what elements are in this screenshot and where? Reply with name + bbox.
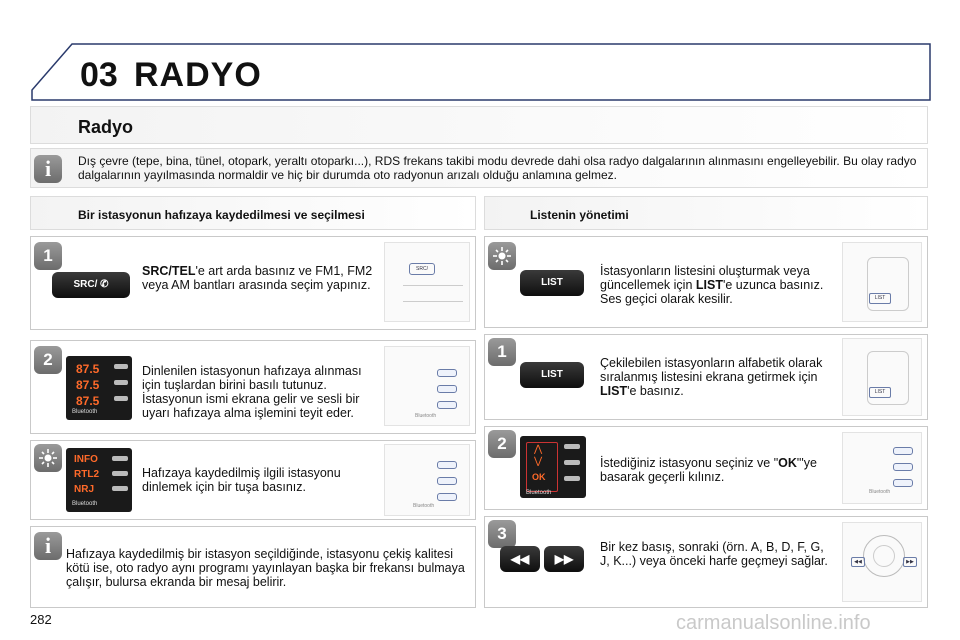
station-name: NRJ (74, 484, 95, 495)
preset-buttons-thumbnail (384, 346, 470, 426)
right-step-4-text: Bir kez basış, sonraki (örn. A, B, D, F, G, J, K...) veya önceki harfe geçmeyi sağlar. (600, 540, 828, 568)
bluetooth-label: Bluetooth (72, 409, 98, 415)
step-badge: 1 (488, 338, 516, 366)
station-screen (66, 448, 132, 512)
right-step-3-text: İstediğiniz istasyonu seçiniz ve "OK"'ye basarak geçerli kılınız. (600, 456, 817, 484)
right-step-2-text: Çekilebilen istasyonların alfabetik olarak sıralanmış listesini ekrana getirmek için LIST'e basınız. (600, 356, 823, 398)
step-badge: 2 (488, 430, 516, 458)
list-button-image: LIST (520, 362, 584, 388)
section-title-bar (30, 106, 928, 144)
left-note-text: Hafızaya kaydedilmiş bir istasyon seçildiğinde, istasyonu çekiş kalitesi kötü ise, oto radyo aynı programı yayınlayan başka bir frekansı bulmaya çalışır, bulursa ekranda bir mesaj belirir. (66, 547, 465, 589)
preset-frequency: 87.5 (76, 362, 100, 376)
sun-icon (34, 444, 62, 472)
step-badge: 1 (34, 242, 62, 270)
src-tel-button-image: SRC/ ✆ (52, 272, 130, 298)
chevron-down-icon: ⋁ (534, 456, 543, 467)
chevron-up-icon: ⋀ (534, 444, 543, 455)
right-step-1-text: İstasyonların listesini oluşturmak veya güncellemek için LIST'e uzunca basınız. Ses geçici olarak kesilir. (600, 264, 824, 306)
fast-forward-button-image: ▶▶ (544, 546, 584, 572)
chapter-title: RADYO (134, 56, 262, 94)
bluetooth-label: Bluetooth (415, 413, 437, 419)
list-thumb: LIST (869, 387, 891, 398)
preset-buttons-thumbnail (384, 444, 470, 516)
station-name: RTL2 (74, 469, 99, 480)
ok-label: OK (532, 472, 546, 482)
left-step-1-text: SRC/TEL'e art arda basınız ve FM1, FM2 veya AM bantları arasında seçim yapınız. (142, 264, 373, 292)
list-button-image: LIST (520, 270, 584, 296)
list-screen (520, 436, 586, 498)
bluetooth-label: Bluetooth (526, 490, 552, 496)
page-number: 282 (30, 612, 52, 627)
bluetooth-label: Bluetooth (869, 489, 891, 495)
rewind-thumb: ◀◀ (851, 557, 865, 567)
list-panel-thumbnail (842, 338, 922, 416)
info-icon: i (34, 155, 62, 183)
section-title: Radyo (78, 117, 134, 137)
fast-forward-thumb: ▶▶ (903, 557, 917, 567)
sun-icon (488, 242, 516, 270)
left-step-2-text: Dinlenilen istasyonun hafızaya alınması için tuşlardan birini basılı tutunuz. İstasyonun ismi ekrana gelir ve sesli bir uyarı hafızaya alma işlemini teyit eder. (142, 364, 362, 420)
radio-panel-thumbnail (384, 242, 470, 322)
left-step-3-text: Hafızaya kaydedilmiş ilgili istasyonu dinlemek için bir tuşa basınız. (142, 466, 341, 494)
bluetooth-label: Bluetooth (72, 501, 98, 507)
preset-buttons-thumbnail (842, 432, 922, 504)
src-tel-thumb: SRC/ (409, 263, 435, 275)
station-name: INFO (74, 454, 98, 465)
right-heading: Listenin yönetimi (530, 208, 629, 222)
knob-panel-thumbnail (842, 522, 922, 602)
preset-frequency: 87.5 (76, 378, 100, 392)
src-label: SRC/ (73, 279, 98, 290)
rewind-button-image: ◀◀ (500, 546, 540, 572)
chapter-number: 03 (80, 56, 118, 94)
step-badge: 2 (34, 346, 62, 374)
watermark: carmanualsonline.info (676, 612, 871, 634)
list-thumb: LIST (869, 293, 891, 304)
bluetooth-label: Bluetooth (413, 503, 435, 509)
intro-text: Dış çevre (tepe, bina, tünel, otopark, yeraltı otoparkı...), RDS frekans takibi modu devrede dahi olsa radyo dalgalarının alınmasını engelleyebilir. Bu olay radyo dalgalarının yayılmasında normaldir ve hiç bir durumda oto radyonun arızalı olduğu anlamına gelmez. (78, 154, 917, 182)
left-heading: Bir istasyonun hafızaya kaydedilmesi ve seçilmesi (78, 208, 365, 222)
list-panel-thumbnail (842, 242, 922, 322)
src-tel-label: SRC/TEL (142, 264, 196, 278)
step-badge: 3 (488, 520, 516, 548)
info-icon: i (34, 532, 62, 560)
preset-screen (66, 356, 132, 420)
preset-frequency: 87.5 (76, 394, 100, 408)
